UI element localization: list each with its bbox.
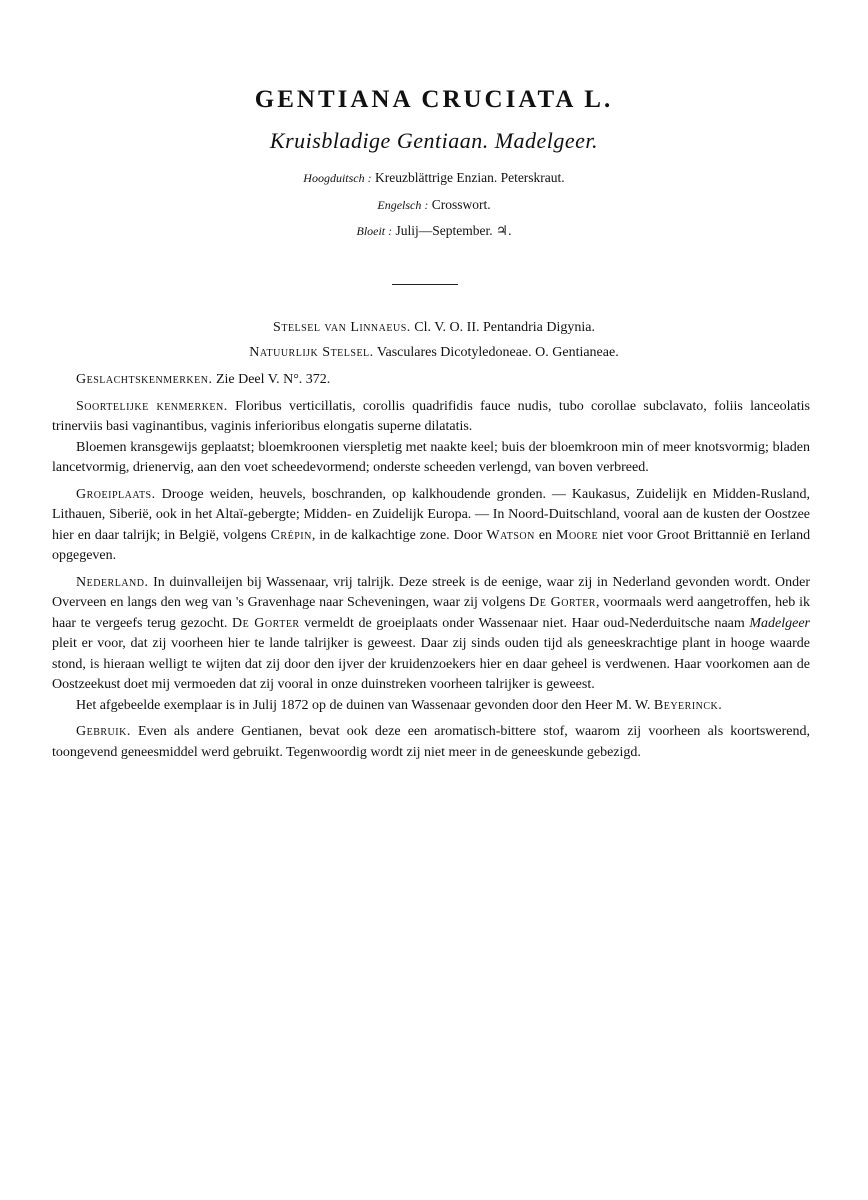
german-label: Hoogduitsch : bbox=[303, 171, 372, 185]
english-names-line bbox=[0, 197, 868, 213]
habitat-text-3: en bbox=[538, 527, 553, 543]
natural-system-label: Natuurlijk Stelsel. bbox=[249, 345, 374, 360]
habitat-name-watson: Watson bbox=[486, 527, 535, 543]
species-latin: Floribus verticillatis, corollis quadrifidis fauce nudis, tubo corollae subclavato, foliis lanceolatis trinerviis basi vaginantibus, vaginis inferioribus elongatis superne dilatatis. bbox=[52, 398, 810, 434]
linnaeus-text: Cl. V. O. II. Pentandria Digynia. bbox=[414, 320, 595, 335]
german-names: Kreuzblättrige Enzian. Peterskraut. bbox=[375, 170, 565, 185]
page-title: GENTIANA CRUCIATA L. bbox=[254, 86, 614, 113]
divider bbox=[392, 284, 458, 285]
bloom-line bbox=[0, 223, 868, 239]
german-names-line bbox=[0, 170, 868, 186]
netherlands-text-1: In duinvalleijen bij Wassenaar, vrij talrijk. Deze streek is de eenige, waar zij in Nederland gevonden wordt. Onder Overveen en langs den weg van 's Gravenhage naar Scheveningen, waar zij volgens bbox=[52, 574, 810, 610]
species-label: Soortelijke kenmerken. bbox=[76, 398, 228, 414]
specimen-name: Beyerinck bbox=[653, 697, 719, 713]
netherlands-text-3: vermeldt de groeiplaats onder Wassenaar niet. Haar oud-Nederduitsche naam bbox=[304, 615, 745, 631]
use-text: Even als andere Gentianen, bevat ook deze een aromatisch-bittere stof, waarom zij voorheen als koortswerend, toongevend geneesmiddel werd gebruikt. Tegenwoordig wordt zij niet meer in de geneeskunde gebezigd. bbox=[52, 724, 810, 760]
natural-system-line bbox=[0, 345, 868, 361]
body-text bbox=[52, 370, 810, 763]
linnaeus-label: Stelsel van Linnaeus. bbox=[273, 320, 411, 335]
genus-label: Geslachtskenmerken. bbox=[76, 372, 213, 387]
habitat-text-4: niet voor Groot Brittannië en Ierland opgegeven. bbox=[52, 527, 811, 563]
habitat-label: Groeiplaats. bbox=[76, 486, 156, 502]
netherlands-label: Nederland. bbox=[76, 574, 149, 590]
english-label: Engelsch : bbox=[377, 198, 429, 212]
habitat-name-moore: Moore bbox=[556, 527, 599, 543]
netherlands-text-4: pleit er voor, dat zij voorheen hier te lande talrijker is geweest. Daar zij sinds ouden tijd als geneeskrachtige plant in hooge waarde stond, is hieraan welligt te wijten dat zij door den ijver der kruidenzoekers hier en daar geheel is verdwenen. Haar voorkomen aan de Oostzeekust doet mij vermoeden dat zij vooral in onze duinstreken voorheen talrijker is geweest. bbox=[52, 636, 810, 692]
genus-text: Zie Deel V. N°. 372. bbox=[215, 372, 331, 387]
species-paragraph bbox=[52, 397, 810, 438]
use-paragraph bbox=[52, 722, 810, 763]
netherlands-name-gorter-1: De Gorter bbox=[529, 595, 596, 610]
habitat-paragraph bbox=[52, 485, 810, 567]
species-dutch-paragraph bbox=[52, 438, 810, 479]
genus-paragraph bbox=[52, 370, 810, 391]
use-label: Gebruik. bbox=[76, 724, 131, 739]
habitat-text-1: Drooge weiden, heuvels, boschranden, op kalkhoudende gronden. — Kaukasus, Zuidelijk en Midden-Rusland, Lithauen, Siberië, ook in het Altaï-gebergte; Midden- en Zuidelijk Europa. — In Noord-Duitschland, vooral aan de kusten der Oostzee hier en daar talrijk; in België, volgens bbox=[52, 486, 810, 543]
habitat-name-crepin: Crépin bbox=[270, 527, 312, 543]
natural-system-text: Vasculares Dicotyledoneae. O. Gentianeae. bbox=[376, 345, 619, 360]
bloom-label: Bloeit : bbox=[356, 224, 393, 238]
species-dutch: Bloemen kransgewijs geplaatst; bloemkroonen vierspletig met naakte keel; buis der bloemkroon min of meer knotsvormig; bladen lancetvormig, drienervig, aan den voet scheedevormend; onderste scheeden verlengd, van boven verbreed. bbox=[52, 439, 810, 475]
linnaeus-line bbox=[0, 320, 868, 336]
specimen-paragraph bbox=[52, 696, 810, 717]
netherlands-italic-name: Madelgeer bbox=[749, 615, 811, 631]
page-subtitle: Kruisbladige Gentiaan. Madelgeer. bbox=[269, 128, 599, 153]
specimen-end: . bbox=[718, 697, 722, 713]
specimen-text: Het afgebeelde exemplaar is in Julij 1872 op de duinen van Wassenaar gevonden door den Heer M. W. bbox=[76, 697, 651, 713]
netherlands-paragraph bbox=[52, 573, 810, 696]
bloom-period: Julij—September. ♃. bbox=[395, 223, 512, 238]
english-names: Crosswort. bbox=[431, 197, 491, 212]
habitat-text-2: , in de kalkachtige zone. Door bbox=[311, 527, 483, 543]
netherlands-text-2: , voormaals werd aangetroffen, heb ik haar te vergeefs terug gezocht. bbox=[52, 595, 810, 631]
netherlands-name-gorter-2: De Gorter bbox=[232, 615, 300, 631]
